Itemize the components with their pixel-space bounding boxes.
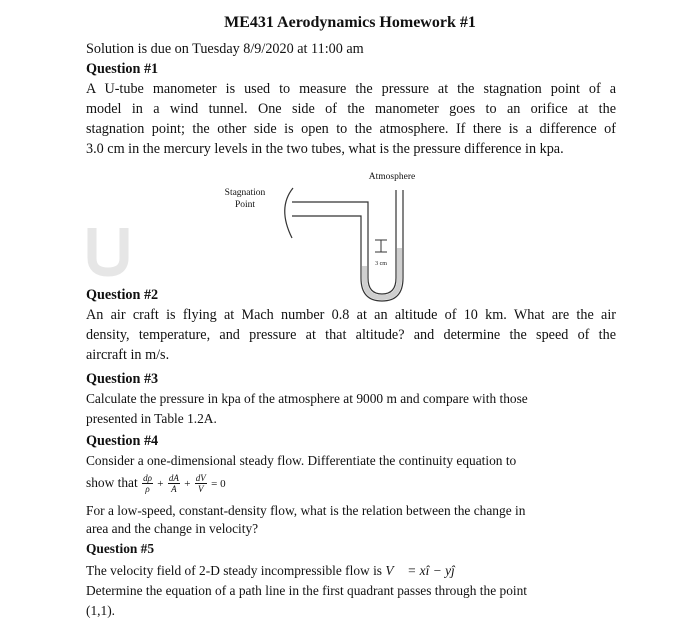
q1-line-3: stagnation point; the other side is open to the atmosphere. If there is a difference of <box>86 121 616 137</box>
model-orifice <box>285 188 293 238</box>
plus-2: + <box>184 477 191 490</box>
q5-line-1 <box>86 562 455 580</box>
velocity-field-eq: V⃗ = xî − yĵ <box>385 563 455 578</box>
q2-line-3: aircraft in m/s. <box>86 347 170 363</box>
q5-line-1-text: The velocity field of 2-D steady incompressible flow is <box>86 563 386 578</box>
show-that-text: show that <box>86 475 138 490</box>
eq-rhs: = 0 <box>211 477 226 490</box>
q4-equation-line <box>86 470 226 497</box>
q4-line-1: Consider a one-dimensional steady flow. Differentiate the continuity equation to <box>86 453 517 468</box>
q4-heading: Question #4 <box>86 433 159 449</box>
page-title: ME431 Aerodynamics Homework #1 <box>224 14 476 31</box>
q5-line-3: (1,1). <box>86 603 116 618</box>
q3-heading: Question #3 <box>86 371 159 387</box>
q1-line-1: A U-tube manometer is used to measure the pressure at the stagnation point of a <box>86 81 616 97</box>
stagnation-label: Stagnation <box>224 188 266 198</box>
q5-heading: Question #5 <box>86 541 155 556</box>
q4-line-2: For a low-speed, constant-density flow, what is the relation between the change in <box>86 503 526 518</box>
gap-label: 3 cm <box>375 261 387 267</box>
q1-heading: Question #1 <box>86 61 159 77</box>
watermark-u <box>92 228 124 272</box>
due-date: Solution is due on Tuesday 8/9/2020 at 11:00 am <box>86 41 364 57</box>
plus-1: + <box>157 477 164 490</box>
q3-line-1: Calculate the pressure in kpa of the atmosphere at 9000 m and compare with those <box>86 391 528 406</box>
frac-dv: $\frac{dV}{V}$ <box>195 473 206 495</box>
frac-drho: $\frac{d\rho}{\rho}$ <box>143 473 152 495</box>
q2-line-1: An air craft is flying at Mach number 0.8 at an altitude of 10 km. What are the air <box>86 307 616 323</box>
q5-line-2: Determine the equation of a path line in the first quadrant passes through the point <box>86 583 528 598</box>
q4-line-3: area and the change in velocity? <box>86 521 259 536</box>
q3-line-2: presented in Table 1.2A. <box>86 411 217 426</box>
q2-heading: Question #2 <box>86 287 159 303</box>
point-label: Point <box>234 200 256 210</box>
q1-line-2: model in a wind tunnel. One side of the manometer goes to an orifice at the <box>86 101 616 117</box>
q2-line-2: density, temperature, and pressure at that altitude? and determine the speed of the <box>86 327 616 343</box>
frac-da: $\frac{dA}{A}$ <box>168 473 179 495</box>
u-tube-outer <box>292 190 396 294</box>
u-tube-inner <box>292 190 403 301</box>
q1-line-4: 3.0 cm in the mercury levels in the two tubes, what is the pressure difference in kpa. <box>86 141 564 157</box>
atmosphere-label: Atmosphere <box>368 172 416 182</box>
